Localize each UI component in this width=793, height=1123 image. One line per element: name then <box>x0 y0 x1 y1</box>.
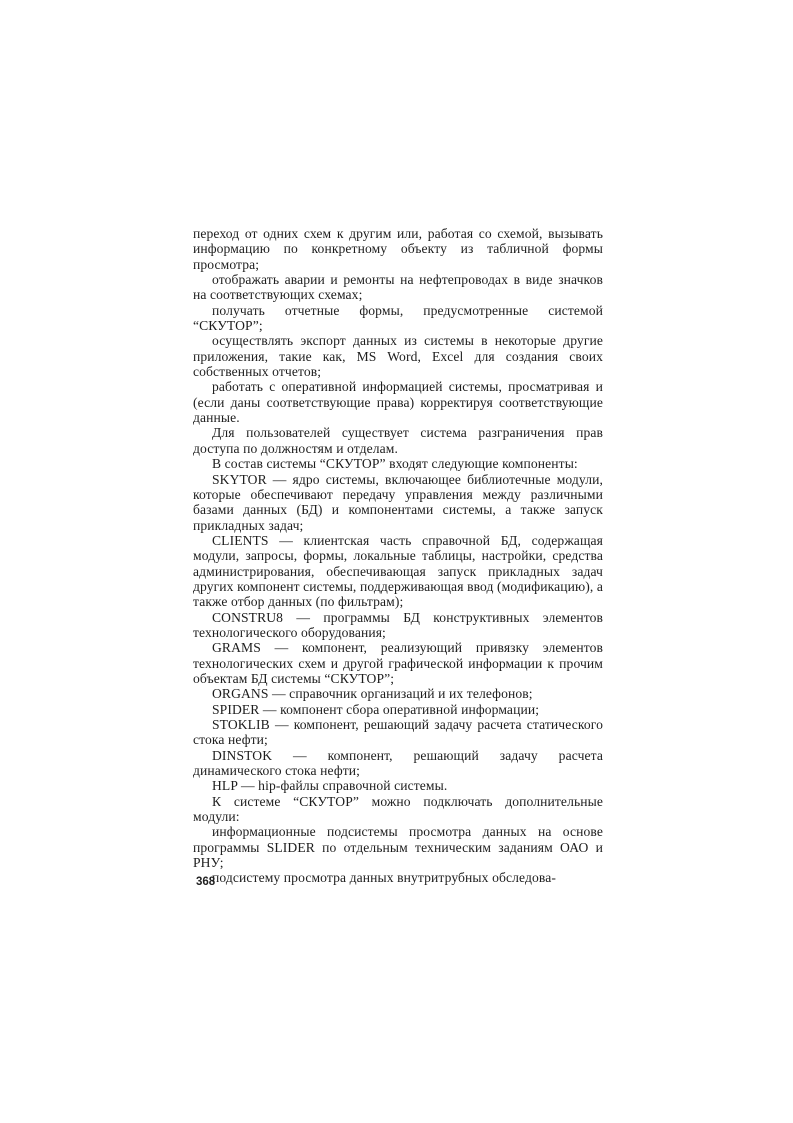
paragraph: В состав системы “СКУТОР” входят следующие компоненты: <box>212 456 578 472</box>
paragraph: осуществлять экспорт данных из системы в некоторые другие приложения, такие как, MS Word, Excel для создания своих собственных отчетов; <box>193 333 603 380</box>
paragraph: ORGANS — справочник организаций и их телефонов; <box>212 686 533 702</box>
paragraph: CONSTRU8 — программы БД конструктивных элементов технологического оборудования; <box>193 609 603 640</box>
paragraph: подсистему просмотра данных внутритрубных обследова- <box>212 870 556 886</box>
paragraph: STOKLIB — компонент, решающий задачу расчета статического стока нефти; <box>193 717 603 748</box>
paragraph: работать с оперативной информацией системы, просматривая и (если даны соответствующие права) корректируя соответствующие данные. <box>193 379 603 426</box>
paragraph: GRAMS — компонент, реализующий привязку элементов технологических схем и другой графической информации к прочим объектам БД системы “СКУТОР”; <box>193 640 603 686</box>
paragraph: информационные подсистемы просмотра данных на основе программы SLIDER по отдельным техническим заданиям ОАО и РНУ; <box>193 824 603 871</box>
paragraph: SPIDER — компонент сбора оперативной информации; <box>212 701 540 717</box>
paragraph: HLP — hip-файлы справочной системы. <box>212 778 448 794</box>
paragraph: SKYTOR — ядро системы, включающее библиотечные модули, которые обеспечивают передачу управления между различными базами данных (БД) и компонентами системы, а также запуск прикладных задач; <box>193 471 603 533</box>
paragraph: DINSTOK — компонент, решающий задачу расчета динамического стока нефти; <box>193 747 603 779</box>
paragraph: переход от одних схем к другим или, работая со схемой, вызывать информацию по конкретному объекту из табличной формы просмотра; <box>193 226 603 272</box>
paragraph: отображать аварии и ремонты на нефтепроводах в виде значков на соответствующих схемах; <box>193 272 603 303</box>
page-number: 368 <box>196 876 216 888</box>
paragraph: CLIENTS — клиентская часть справочной БД, содержащая модули, запросы, формы, локальные таблицы, настройки, средства администрирования, обеспечивающая запуск прикладных задач других компонент системы, поддерживающая ввод (модификацию), а также отбор данных (по фильтрам); <box>193 532 603 610</box>
paragraph: Для пользователей существует система разграничения прав доступа по должностям и отделам. <box>193 425 603 456</box>
paragraph: получать отчетные формы, предусмотренные системой “СКУТОР”; <box>193 302 603 334</box>
page-body-text <box>193 226 603 886</box>
paragraph: К системе “СКУТОР” можно подключать дополнительные модули: <box>193 793 603 825</box>
